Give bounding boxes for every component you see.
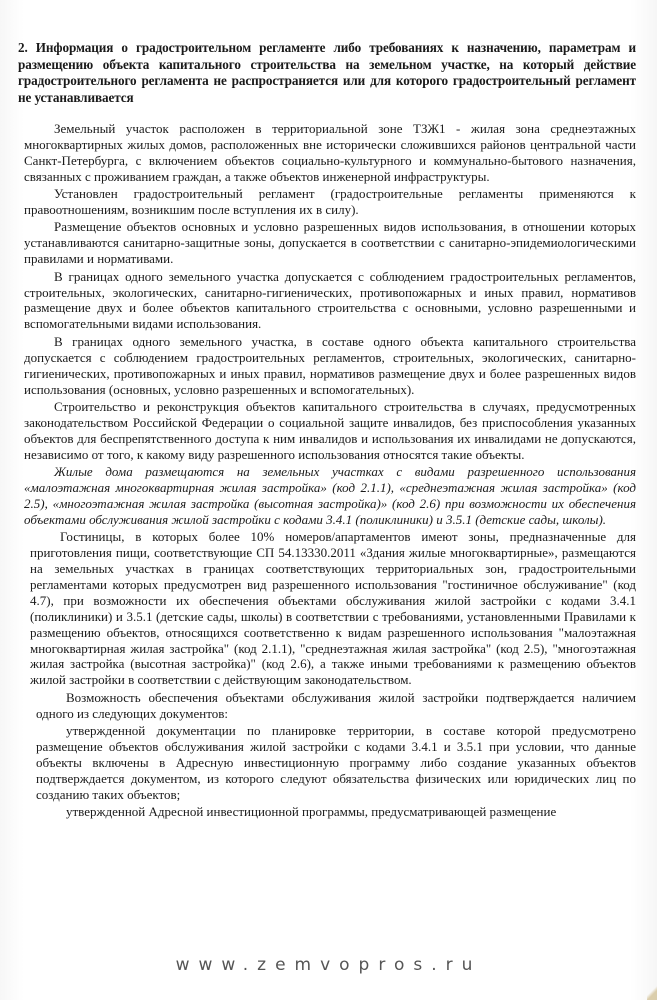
- paragraph-multiple-uses: В границах одного земельного участка, в составе одного объекта капитального строительства допускается с соблюдением градостроительных регламентов, строительных, экологических, санитарно-гигиенических, противопожарных и иных правил, нормативов размещение двух и более разрешенных видов использования (основных, условно разрешенных и вспомогательных).: [24, 333, 636, 397]
- section-heading: 2. Информация о градостроительном регламенте либо требованиях к назначению, параметрам и размещению объекта капитального строительства на земельном участке, на который действие градостроительного регламента не распространяется или для которого градостроительный регламент не устанавливается: [18, 40, 636, 105]
- paragraph-zone-description: Земельный участок расположен в территориальной зоне ТЗЖ1 - жилая зона среднеэтажных многоквартирных жилых домов, расположенных вне исторически сложившихся районов центральной части Санкт-Петербурга, с включением объектов социально-культурного и коммунально-бытового назначения, связанных с проживанием граждан, а также объектов инженерной инфраструктуры.: [24, 121, 636, 184]
- document-body: [24, 121, 636, 821]
- paragraph-hotels: Гостиницы, в которых более 10% номеров/апартаментов имеют зоны, предназначенные для приготовления пищи, соответствующие СП 54.13330.2011 «Здания жилые многоквартирные», размещаются на земельных участках в границах соответствующих территориальных зон, градостроительными регламентами которых предусмотрен вид разрешенного использования "гостиничное обслуживание" (код 4.7), при возможности их обеспечения объектами обслуживания жилой застройки с кодами 3.4.1 (поликлиники) и 3.5.1 (детские сады, школы) в соответствии с требованиями, установленными Правилами к размещению объектов, относящихся соответственно к видам разрешенного использования "малоэтажная многоквартирная жилая застройка" (код 2.1.1), "среднеэтажная жилая застройка" (код 2.5), "многоэтажная жилая застройка (высотная застройка)" (код 2.6), а также иными требованиями к размещению объектов жилой застройки в соответствии с действующим законодательством.: [30, 529, 636, 688]
- site-watermark: www.zemvopros.ru: [175, 955, 482, 975]
- paragraph-disabled-access: Строительство и реконструкция объектов капитального строительства в случаях, предусмотренных законодательством Российской Федерации о социальной защите инвалидов, без приспособления указанных объектов для беспрепятственного доступа к ним инвалидов и использования их инвалидами не допускаются, независимо от того, к какому виду разрешенного использования относятся такие объекты.: [24, 398, 636, 462]
- scan-corner-artifact: [647, 986, 657, 1000]
- paragraph-multiple-objects: В границах одного земельного участка допускается с соблюдением градостроительных регламентов, строительных, экологических, санитарно-гигиенических, противопожарных и иных правил, нормативов размещение двух и более объектов капитального строительства с основными, условно разрешенными и вспомогательными видами использования.: [24, 268, 636, 332]
- paragraph-sanitary-zones: Размещение объектов основных и условно разрешенных видов использования, в отношении которых устанавливаются санитарно-защитные зоны, допускается в соответствии с санитарно-эпидемиологическими правилами и нормативами.: [24, 219, 636, 267]
- paragraph-service-confirmation: Возможность обеспечения объектами обслуживания жилой застройки подтверждается наличием одного из следующих документов:: [36, 689, 636, 721]
- paragraph-residential-houses: Жилые дома размещаются на земельных участках с видами разрешенного использования «малоэтажная многоквартирная жилая застройка» (код 2.1.1), «среднеэтажная жилая застройка» (код 2.5), «многоэтажная жилая застройка (высотная застройка)» (код 2.6) при возможности их обеспечения объектами обслуживания жилой застройки с кодами 3.4.1 (поликлиники) и 3.5.1 (детские сады, школы).: [24, 464, 636, 527]
- paragraph-regulation-established: Установлен градостроительный регламент (градостроительные регламенты применяются к правоотношениям, возникшим после вступления их в силу).: [24, 186, 636, 218]
- paragraph-planning-documentation: утвержденной документации по планировке территории, в составе которой предусмотрено размещение объектов обслуживания жилой застройки с кодами 3.4.1 и 3.5.1 при условии, что данные объекты включены в Адресную инвестиционную программу либо создание указанных объектов подтверждается документом, из которого следуют обязательства физических или юридических лиц по созданию таких объектов;: [36, 723, 636, 802]
- paragraph-investment-program: утвержденной Адресной инвестиционной программы, предусматривающей размещение: [66, 804, 557, 820]
